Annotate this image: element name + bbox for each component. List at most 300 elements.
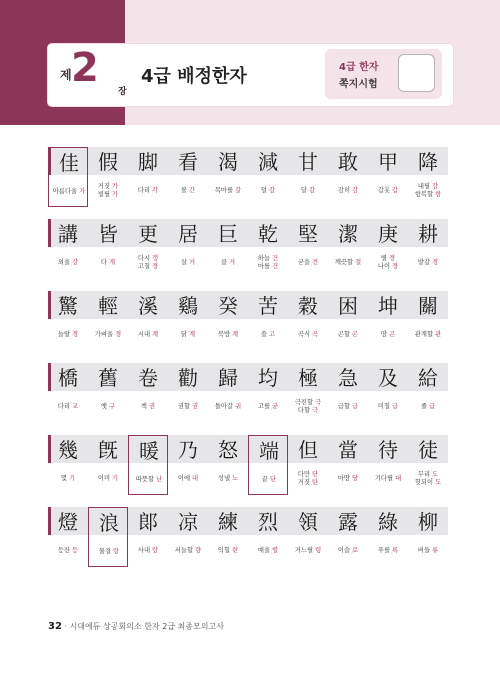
meaning-reading: 가 (112, 191, 119, 198)
hanja-meaning (89, 538, 129, 566)
meaning-gloss: 미칠 (377, 403, 393, 410)
meaning-gloss: 나이 (377, 263, 393, 270)
hanja-character: 講 (58, 222, 78, 246)
meaning-gloss: 내릴 (417, 183, 433, 190)
meaning-reading: 귀 (235, 403, 242, 410)
hanja-cell (128, 363, 168, 423)
meaning-gloss: 줄 (420, 403, 429, 410)
hanja-cell (248, 435, 288, 495)
hanja-cell (368, 219, 408, 279)
hanja-cell (48, 435, 88, 495)
quiz-score-box[interactable] (398, 54, 435, 92)
hanja-character: 敢 (338, 150, 358, 174)
hanja-character: 卷 (138, 366, 158, 390)
hanja-meaning (408, 177, 448, 205)
hanja-cell (288, 435, 328, 495)
meaning-line (175, 547, 201, 555)
meaning-line (335, 259, 361, 267)
meaning-reading: 랑 (152, 547, 159, 554)
hanja-character: 居 (178, 222, 198, 246)
hanja-character: 旣 (98, 438, 118, 462)
hanja-meaning (328, 537, 368, 565)
hanja-meaning (368, 177, 408, 205)
meaning-gloss: 따뜻할 (135, 476, 157, 483)
meaning-gloss: 덜 (260, 187, 269, 194)
meaning-line (178, 403, 198, 411)
meaning-reading: 권 (192, 403, 199, 410)
hanja-meaning (288, 321, 328, 349)
hanja-cell (288, 147, 328, 207)
meaning-reading: 개 (109, 259, 116, 266)
hanja-cell (288, 219, 328, 279)
meaning-gloss: 닭 (180, 331, 189, 338)
hanja-character: 鷄 (178, 294, 198, 318)
hanja-character: 乃 (178, 438, 198, 462)
hanja-meaning (288, 393, 328, 421)
meaning-reading: 견 (312, 259, 319, 266)
meaning-gloss: 급할 (337, 403, 353, 410)
hanja-cell (328, 435, 368, 495)
hanja-cell (408, 147, 448, 207)
meaning-gloss: 고를 (257, 403, 273, 410)
meaning-gloss: 몇 (60, 475, 69, 482)
hanja-cell (168, 219, 208, 279)
hanja-character: 佳 (59, 151, 79, 175)
meaning-gloss: 마를 (257, 263, 273, 270)
hanja-cell (328, 291, 368, 351)
meaning-line (181, 187, 195, 195)
meaning-gloss: 푸를 (377, 547, 393, 554)
hanja-cell (48, 219, 88, 279)
hanja-meaning (408, 321, 448, 349)
meaning-gloss: 익힐 (217, 547, 233, 554)
meaning-reading: 강 (72, 259, 79, 266)
hanja-meaning (208, 321, 248, 349)
meaning-gloss: 곡식 (297, 331, 313, 338)
meaning-reading: 등 (72, 547, 79, 554)
hanja-cell (48, 507, 88, 567)
meaning-reading: 난 (156, 476, 163, 483)
meaning-reading: 련 (232, 547, 239, 554)
hanja-character: 練 (218, 510, 238, 534)
meaning-gloss: 관계할 (414, 331, 436, 338)
meaning-reading: 계 (232, 331, 239, 338)
meaning-reading: 강 (432, 183, 439, 190)
hanja-cell (48, 363, 88, 423)
meaning-line (53, 188, 85, 196)
meaning-reading: 관 (435, 331, 442, 338)
meaning-gloss: 이미 (97, 475, 113, 482)
hanja-row (48, 363, 448, 423)
hanja-row (48, 507, 448, 567)
hanja-cell (88, 219, 128, 279)
meaning-gloss: 땅 (380, 331, 389, 338)
hanja-cell (88, 291, 128, 351)
meaning-gloss: 다 (100, 259, 109, 266)
meaning-reading: 곤 (389, 331, 396, 338)
meaning-line (215, 403, 241, 411)
hanja-cell (128, 507, 168, 567)
hanja-cell (328, 147, 368, 207)
hanja-meaning (88, 177, 128, 205)
hanja-meaning (408, 393, 448, 421)
hanja-character: 堅 (298, 222, 318, 246)
meaning-line (338, 331, 358, 339)
meaning-reading: 경 (389, 255, 396, 262)
hanja-cell (288, 363, 328, 423)
meaning-gloss: 권할 (177, 403, 193, 410)
hanja-character: 當 (338, 438, 358, 462)
hanja-cell (368, 507, 408, 567)
meaning-line (262, 476, 276, 484)
hanja-meaning (368, 465, 408, 493)
hanja-character: 溪 (138, 294, 158, 318)
hanja-character: 急 (338, 366, 358, 390)
meaning-line (338, 475, 358, 483)
meaning-line (136, 476, 162, 484)
chapter-prefix: 제 (60, 68, 72, 82)
meaning-gloss: 깨끗할 (334, 259, 356, 266)
meaning-reading: 급 (429, 403, 436, 410)
meaning-reading: 곡 (312, 331, 319, 338)
meaning-line (415, 331, 441, 339)
hanja-meaning (408, 465, 448, 493)
footer-separator: · (64, 622, 68, 631)
meaning-reading: 록 (392, 547, 399, 554)
meaning-line (221, 259, 235, 267)
hanja-cell (88, 363, 128, 423)
hanja-cell (328, 219, 368, 279)
meaning-line (338, 187, 358, 195)
hanja-meaning (408, 537, 448, 565)
hanja-meaning (48, 321, 88, 349)
hanja-character: 待 (378, 438, 398, 462)
hanja-cell (128, 147, 168, 207)
meaning-reading: 갈 (235, 187, 242, 194)
meaning-line (58, 259, 78, 267)
meaning-gloss: 다시 (137, 255, 153, 262)
hanja-cell (368, 147, 408, 207)
hanja-meaning (368, 249, 408, 277)
meaning-reading: 구 (109, 403, 116, 410)
hanja-meaning (128, 537, 168, 565)
hanja-cell (408, 435, 448, 495)
hanja-character: 橋 (58, 366, 78, 390)
hanja-cell (328, 363, 368, 423)
hanja-row (48, 291, 448, 351)
meaning-line (261, 187, 275, 195)
hanja-cell (208, 507, 248, 567)
meaning-line (415, 479, 441, 487)
meaning-line (61, 475, 75, 483)
hanja-character: 歸 (218, 366, 238, 390)
hanja-meaning (168, 465, 208, 493)
hanja-character: 更 (138, 222, 158, 246)
hanja-cell (288, 507, 328, 567)
hanja-meaning (248, 393, 288, 421)
hanja-meaning (248, 321, 288, 349)
hanja-character: 潔 (338, 222, 358, 246)
hanja-meaning (128, 249, 168, 277)
meaning-line (58, 403, 78, 411)
meaning-reading: 당 (352, 475, 359, 482)
hanja-cell (88, 507, 128, 567)
meaning-reading: 거 (189, 259, 196, 266)
hanja-row (48, 147, 448, 207)
hanja-meaning (208, 249, 248, 277)
hanja-meaning (88, 249, 128, 277)
hanja-character: 輕 (98, 294, 118, 318)
meaning-reading: 내 (192, 475, 199, 482)
meaning-gloss: 갑옷 (377, 187, 393, 194)
meaning-reading: 감 (309, 187, 316, 194)
hanja-character: 及 (378, 366, 398, 390)
meaning-reading: 균 (272, 403, 279, 410)
meaning-gloss: 이에 (177, 475, 193, 482)
meaning-line (101, 259, 115, 267)
meaning-line (298, 331, 318, 339)
hanja-meaning (368, 393, 408, 421)
hanja-cell (248, 291, 288, 351)
hanja-meaning (368, 537, 408, 565)
meaning-gloss: 고칠 (137, 263, 153, 270)
hanja-character: 驚 (58, 294, 78, 318)
hanja-meaning (128, 393, 168, 421)
hanja-meaning (49, 178, 89, 206)
hanja-meaning (129, 466, 169, 494)
hanja-cell (208, 363, 248, 423)
meaning-reading: 감 (352, 187, 359, 194)
hanja-character: 甲 (378, 150, 398, 174)
hanja-character: 浪 (99, 511, 119, 535)
meaning-gloss: 돌아갈 (214, 403, 236, 410)
meaning-line (101, 403, 115, 411)
meaning-gloss: 아름다울 (52, 188, 80, 195)
meaning-reading: 계 (152, 331, 159, 338)
hanja-cell (168, 507, 208, 567)
meaning-line (138, 187, 158, 195)
meaning-reading: 곤 (352, 331, 359, 338)
hanja-character: 甘 (298, 150, 318, 174)
meaning-gloss: 이슬 (337, 547, 353, 554)
hanja-row (48, 219, 448, 279)
meaning-reading: 극 (315, 399, 322, 406)
hanja-character: 看 (178, 150, 198, 174)
hanja-meaning (48, 465, 88, 493)
meaning-reading: 경 (432, 259, 439, 266)
hanja-meaning (88, 393, 128, 421)
meaning-gloss: 달 (300, 187, 309, 194)
hanja-meaning (168, 321, 208, 349)
meaning-line (378, 547, 398, 555)
meaning-line (338, 547, 358, 555)
meaning-line (381, 331, 395, 339)
meaning-line (298, 471, 318, 479)
hanja-meaning (208, 177, 248, 205)
hanja-character: 降 (418, 150, 438, 174)
meaning-line (378, 263, 398, 271)
meaning-gloss: 굳을 (297, 259, 313, 266)
meaning-reading: 량 (195, 547, 202, 554)
hanja-row (48, 435, 448, 495)
hanja-cell (408, 507, 448, 567)
meaning-line (218, 331, 238, 339)
meaning-line (378, 187, 398, 195)
meaning-gloss: 서늘할 (174, 547, 196, 554)
meaning-line (178, 475, 198, 483)
meaning-line (415, 191, 441, 199)
meaning-reading: 기 (112, 475, 119, 482)
hanja-meaning (128, 177, 168, 205)
meaning-line (298, 407, 318, 415)
meaning-line (258, 255, 278, 263)
hanja-meaning (168, 249, 208, 277)
meaning-line (181, 259, 195, 267)
hanja-cell (248, 147, 288, 207)
hanja-character: 困 (338, 294, 358, 318)
hanja-meaning (328, 177, 368, 205)
hanja-cell (248, 363, 288, 423)
hanja-meaning (328, 465, 368, 493)
meaning-gloss: 다할 (297, 407, 313, 414)
hanja-meaning (408, 249, 448, 277)
meaning-reading: 도 (432, 471, 439, 478)
meaning-line (98, 191, 118, 199)
hanja-character: 巨 (218, 222, 238, 246)
meaning-gloss: 다만 (297, 471, 313, 478)
hanja-character: 渴 (218, 150, 238, 174)
meaning-gloss: 북방 (217, 331, 233, 338)
meaning-reading: 로 (352, 547, 359, 554)
quiz-label-level: 4급 한자 (339, 62, 379, 73)
meaning-line (298, 259, 318, 267)
meaning-gloss: 등잔 (57, 547, 73, 554)
meaning-reading: 급 (392, 403, 399, 410)
hanja-character: 烈 (258, 510, 278, 534)
hanja-cell (208, 291, 248, 351)
hanja-character: 柳 (418, 510, 438, 534)
meaning-line (258, 263, 278, 271)
meaning-gloss: 매울 (257, 547, 273, 554)
hanja-cell (128, 219, 168, 279)
hanja-cell (128, 291, 168, 351)
meaning-gloss: 버들 (417, 547, 433, 554)
hanja-character: 給 (418, 366, 438, 390)
hanja-meaning (48, 537, 88, 565)
footer-book-title: 시대에듀 상공회의소 한자 2급 최종모의고사 (69, 622, 224, 631)
hanja-character: 癸 (218, 294, 238, 318)
meaning-line (261, 331, 275, 339)
meaning-reading: 경 (152, 263, 159, 270)
meaning-gloss: 마땅 (337, 475, 353, 482)
meaning-line (95, 331, 121, 339)
hanja-cell (48, 291, 88, 351)
meaning-gloss: 성낼 (217, 475, 233, 482)
meaning-gloss: 거짓 (97, 183, 113, 190)
hanja-cell (368, 435, 408, 495)
meaning-gloss: 끝 (261, 476, 270, 483)
hanja-cell (328, 507, 368, 567)
meaning-gloss: 물결 (98, 548, 114, 555)
meaning-gloss: 놀랄 (57, 331, 73, 338)
meaning-line (258, 547, 278, 555)
hanja-cell (88, 435, 128, 495)
meaning-line (301, 187, 315, 195)
hanja-character: 脚 (138, 150, 158, 174)
meaning-gloss: 무리 (417, 471, 433, 478)
meaning-gloss: 볼 (180, 187, 189, 194)
hanja-character: 皆 (98, 222, 118, 246)
meaning-gloss: 목마를 (214, 187, 236, 194)
hanja-meaning (168, 177, 208, 205)
meaning-gloss: 밭갈 (417, 259, 433, 266)
chapter-title: 4급 배정한자 (141, 66, 247, 87)
meaning-gloss: 헛되이 (414, 479, 436, 486)
chapter-suffix: 장 (118, 87, 127, 97)
meaning-reading: 류 (432, 547, 439, 554)
hanja-meaning (288, 177, 328, 205)
meaning-reading: 고 (269, 331, 276, 338)
meaning-reading: 단 (270, 476, 277, 483)
hanja-meaning (288, 465, 328, 493)
meaning-reading: 대 (395, 475, 402, 482)
hanja-meaning (248, 177, 288, 205)
meaning-reading: 단 (312, 471, 319, 478)
hanja-meaning (248, 537, 288, 565)
hanja-cell (408, 363, 448, 423)
hanja-meaning (288, 249, 328, 277)
hanja-meaning (48, 249, 88, 277)
hanja-character: 凉 (178, 510, 198, 534)
hanja-cell (128, 435, 168, 495)
meaning-line (138, 547, 158, 555)
meaning-gloss: 별 (380, 255, 389, 262)
hanja-cell (368, 291, 408, 351)
meaning-gloss: 살 (180, 259, 189, 266)
meaning-gloss: 하늘 (257, 255, 273, 262)
meaning-gloss: 거느릴 (294, 547, 316, 554)
meaning-line (298, 479, 318, 487)
meaning-reading: 경 (115, 331, 122, 338)
meaning-gloss: 쓸 (260, 331, 269, 338)
meaning-reading: 결 (355, 259, 362, 266)
hanja-cell (368, 363, 408, 423)
meaning-gloss: 곤할 (337, 331, 353, 338)
meaning-gloss: 기다릴 (374, 475, 396, 482)
meaning-reading: 교 (72, 403, 79, 410)
hanja-meaning (128, 321, 168, 349)
hanja-meaning (88, 465, 128, 493)
hanja-character: 苦 (258, 294, 278, 318)
meaning-line (141, 403, 155, 411)
hanja-character: 庚 (378, 222, 398, 246)
hanja-character: 穀 (298, 294, 318, 318)
meaning-gloss: 감히 (337, 187, 353, 194)
meaning-gloss: 가벼울 (94, 331, 116, 338)
meaning-gloss: 다리 (137, 187, 153, 194)
hanja-character: 暖 (139, 439, 159, 463)
hanja-meaning (328, 249, 368, 277)
meaning-line (381, 255, 395, 263)
meaning-line (98, 475, 118, 483)
hanja-cell (48, 147, 88, 207)
meaning-gloss: 다리 (57, 403, 73, 410)
hanja-character: 但 (298, 438, 318, 462)
hanja-character: 關 (418, 294, 438, 318)
meaning-line (58, 547, 78, 555)
meaning-line (378, 403, 398, 411)
meaning-reading: 권 (149, 403, 156, 410)
